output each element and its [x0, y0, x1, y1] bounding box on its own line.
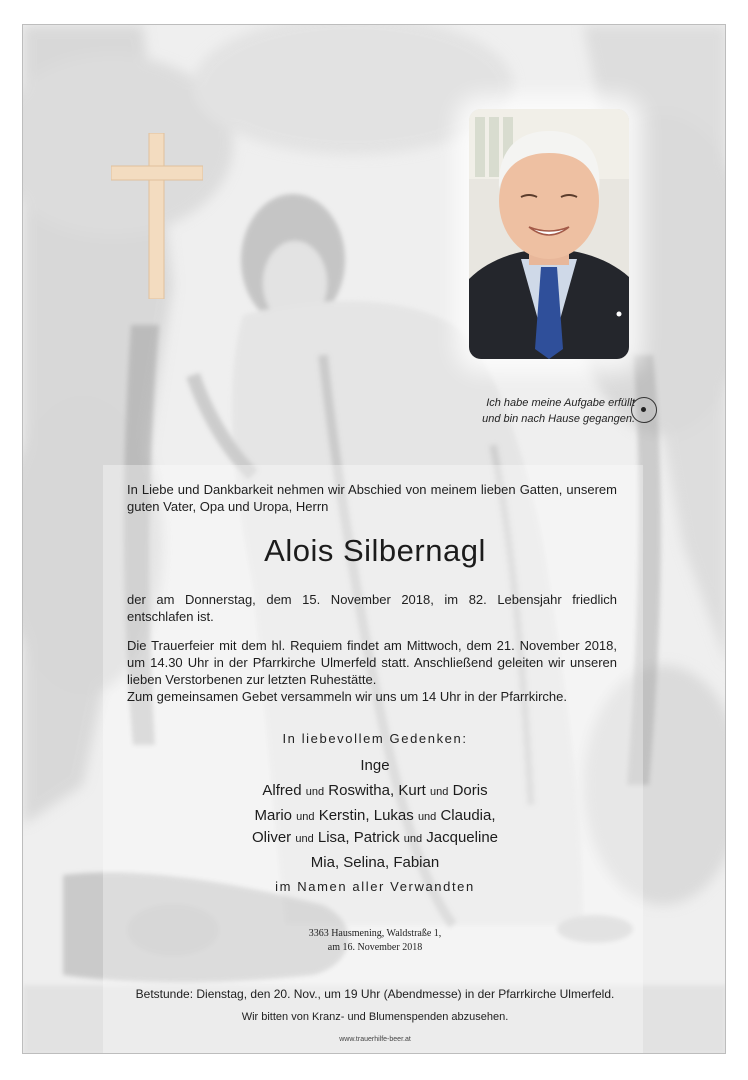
memory-title: In liebevollem Gedenken:	[282, 731, 468, 746]
motto-quote	[482, 395, 635, 427]
relatives-line: im Namen aller Verwandten	[275, 879, 475, 894]
address-line: 3363 Hausmening, Waldstraße 1,	[308, 928, 442, 939]
motto-line-1: Ich habe meine Aufgabe erfüllt	[486, 397, 635, 409]
motto-line-2: und bin nach Hause gegangen.	[482, 413, 635, 425]
family-grandchildren-1: Mario und Kerstin, Lukas und Claudia,	[254, 807, 496, 824]
deceased-name: Alois Silbernagl	[264, 533, 486, 568]
disc-icon	[631, 397, 657, 423]
death-notice: der am Donnerstag, dem 15. November 2018, im 82. Lebensjahr friedlich entschlafen ist.	[127, 592, 617, 624]
funeral-details	[127, 637, 617, 705]
family-wife: Inge	[360, 757, 390, 774]
date-line: am 16. November 2018	[327, 942, 423, 953]
family-list	[23, 755, 726, 874]
cross-icon	[111, 133, 203, 299]
intro-text: In Liebe und Dankbarkeit nehmen wir Abschied von meinem lieben Gatten, unserem guten Vater, Opa und Uropa, Herrn	[127, 482, 617, 514]
gathering-text: Zum gemeinsamen Gebet versammeln wir uns um 14 Uhr in der Pfarrkirche.	[127, 689, 567, 704]
prayer-hour: Betstunde: Dienstag, den 20. Nov., um 19 Uhr (Abendmesse) in der Pfarrkirche Ulmerfeld.	[135, 987, 615, 1001]
address-block	[23, 927, 726, 955]
funeral-text: Die Trauerfeier mit dem hl. Requiem findet am Mittwoch, dem 21. November 2018, um 14.30 Uhr in der Pfarrkirche Ulmerfeld statt. Anschließend geleiten wir unseren lieben Verstorbenen zur letzten Ruhestätte.	[127, 638, 617, 687]
website-link[interactable]: www.trauerhilfe-beer.at	[339, 1036, 411, 1043]
obituary-card	[22, 24, 726, 1054]
flower-request: Wir bitten von Kranz- und Blumenspenden abzusehen.	[241, 1011, 509, 1023]
family-grandchildren-2: Oliver und Lisa, Patrick und Jacqueline	[251, 829, 498, 846]
portrait-photo	[469, 109, 629, 359]
family-great-grandchildren: Mia, Selina, Fabian	[310, 854, 440, 871]
family-children: Alfred und Roswitha, Kurt und Doris	[262, 782, 488, 799]
